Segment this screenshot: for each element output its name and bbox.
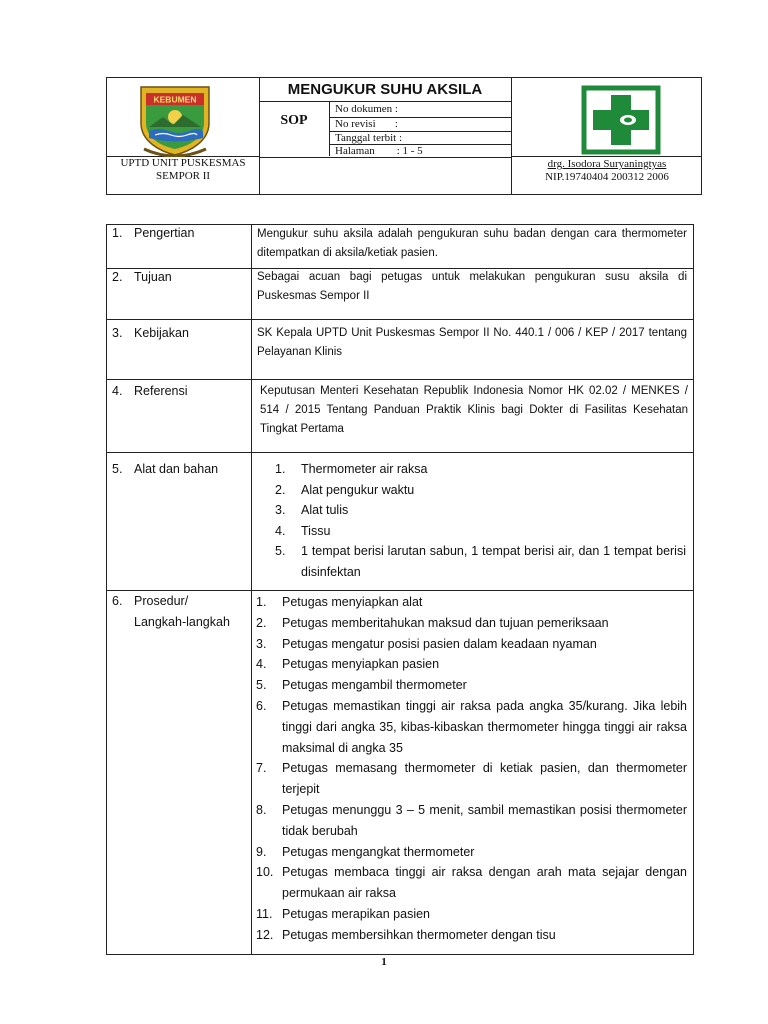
institution-line: SEMPOR II <box>155 170 211 182</box>
list-item <box>275 500 686 521</box>
institution-name <box>107 157 259 183</box>
list-item <box>275 521 686 542</box>
section-number: 2. <box>112 270 123 284</box>
list-item-text: Petugas memberitahukan maksud dan tujuan pemeriksaan <box>282 615 609 630</box>
section-label-alat <box>112 459 218 480</box>
list-item-text: Petugas merapikan pasien <box>282 906 431 921</box>
sop-label: SOP <box>280 113 308 128</box>
meta-halaman: Halaman : 1 - 5 <box>335 145 423 157</box>
section-title <box>134 591 230 633</box>
list-item-text: Petugas menyiapkan pasien <box>282 657 440 672</box>
signatory-name: drg. Isodora Suryaningtyas <box>547 158 667 170</box>
divider <box>329 101 330 156</box>
puskesmas-logo <box>581 85 661 155</box>
section-text-referensi: Keputusan Menteri Kesehatan Republik Indonesia Nomor HK 02.02 / MENKES / 514 / 2015 Tentang Panduan Praktik Klinis bagi Dokter di Fasilitas Kesehatan Tingkat Pertama <box>260 385 688 435</box>
list-item-number: 1. <box>256 595 267 609</box>
row-divider <box>107 452 693 453</box>
list-item-number: 7. <box>256 761 267 776</box>
list-item-text: Petugas menunggu 3 – 5 menit, sambil memastikan posisi thermometer tidak berubah <box>282 802 687 838</box>
list-item-text: 1 tempat berisi larutan sabun, 1 tempat berisi air, dan 1 tempat berisi disinfektan <box>301 544 686 579</box>
page-number: 1 <box>381 956 387 968</box>
section-label-prosedur <box>112 591 230 633</box>
list-item-number: 4. <box>256 657 267 672</box>
section-label-pengertian <box>112 223 194 244</box>
kebumen-logo-text: KEBUMEN <box>153 94 197 105</box>
list-item-text: Thermometer air raksa <box>301 462 428 476</box>
list-item <box>256 592 687 613</box>
section-label-referensi <box>112 381 188 402</box>
alat-list <box>275 459 686 583</box>
section-title-line: Langkah-langkah <box>134 615 230 629</box>
list-item <box>275 480 686 501</box>
list-item <box>256 654 687 675</box>
list-item-text: Petugas membaca tinggi air raksa dengan arah mata sejajar dengan permukaan air raksa <box>282 865 687 901</box>
list-item-text: Petugas membersihkan thermometer dengan tisu <box>282 927 556 942</box>
section-title: Referensi <box>134 384 188 398</box>
list-item-text: Petugas mengatur posisi pasien dalam keadaan nyaman <box>282 636 597 651</box>
list-item-number: 12. <box>256 927 274 942</box>
list-item-text: Petugas menyiapkan alat <box>282 595 423 609</box>
section-title-line: Prosedur/ <box>134 594 189 608</box>
list-item-number: 2. <box>256 615 267 630</box>
section-number: 3. <box>112 326 123 340</box>
signatory-nip: NIP.19740404 200312 2006 <box>545 171 669 183</box>
list-item-number: 11. <box>256 906 273 921</box>
list-item <box>275 541 686 582</box>
list-item-number: 4. <box>275 523 286 538</box>
divider <box>259 101 511 102</box>
prosedur-list <box>256 592 687 946</box>
list-item <box>256 675 687 696</box>
sop-header <box>106 77 702 195</box>
list-item-text: Petugas memastikan tinggi air raksa pada angka 35/kurang. Jika lebih tinggi dari angka 35, kibas-kibaskan thermometer hingga tinggi air raksa maksimal di angka 35 <box>282 698 687 755</box>
document-title: MENGUKUR SUHU AKSILA <box>287 81 483 98</box>
list-item-text: Tissu <box>301 523 331 538</box>
list-item <box>256 634 687 655</box>
section-label-kebijakan <box>112 323 189 344</box>
divider <box>511 156 701 157</box>
institution-line: UPTD UNIT PUSKESMAS <box>120 157 246 169</box>
list-item <box>256 842 687 863</box>
section-title: Tujuan <box>134 270 172 284</box>
section-label-tujuan <box>112 267 172 288</box>
list-item-number: 8. <box>256 802 267 817</box>
section-title: Kebijakan <box>134 326 189 340</box>
kebumen-logo <box>135 83 215 157</box>
list-item-number: 9. <box>256 844 267 859</box>
list-item-text: Alat pengukur waktu <box>301 482 415 497</box>
section-number: 6. <box>112 594 123 608</box>
list-item <box>256 800 687 842</box>
meta-no-revisi: No revisi : <box>335 118 398 130</box>
sop-content-table <box>106 224 694 955</box>
list-item-number: 10. <box>256 865 274 880</box>
list-item <box>256 862 687 904</box>
section-title: Alat dan bahan <box>134 462 219 476</box>
meta-tanggal-terbit: Tanggal terbit : <box>335 132 403 144</box>
signatory <box>511 158 703 184</box>
list-item <box>256 696 687 758</box>
list-item-number: 2. <box>275 482 286 497</box>
list-item <box>256 758 687 800</box>
list-item-number: 3. <box>275 503 286 518</box>
list-item-number: 5. <box>256 678 267 693</box>
list-item-text: Petugas mengambil thermometer <box>282 678 467 693</box>
section-number: 4. <box>112 384 123 398</box>
list-item-text: Petugas memasang thermometer di ketiak pasien, dan thermometer terjepit <box>282 761 687 797</box>
list-item-number: 3. <box>256 636 267 651</box>
list-item <box>256 904 687 925</box>
list-item-text: Alat tulis <box>301 503 349 518</box>
list-item-text: Petugas mengangkat thermometer <box>282 844 475 859</box>
section-number: 5. <box>112 462 123 476</box>
list-item-number: 1. <box>275 462 286 476</box>
section-text-pengertian: Mengukur suhu aksila adalah pengukuran suhu badan dengan cara thermometer ditempatkan di aksila/ketiak pasien. <box>257 228 687 259</box>
row-divider <box>107 379 693 380</box>
section-number: 1. <box>112 226 123 240</box>
section-text-kebijakan: SK Kepala UPTD Unit Puskesmas Sempor II No. 440.1 / 006 / KEP / 2017 tentang Pelayanan Klinis <box>257 327 687 358</box>
section-text-tujuan: Sebagai acuan bagi petugas untuk melakukan pengukuran susu aksila di Puskesmas Sempor II <box>257 271 687 302</box>
list-item-number: 6. <box>256 698 267 713</box>
list-item <box>256 613 687 634</box>
list-item <box>275 459 686 480</box>
meta-no-dokumen: No dokumen : <box>335 103 398 115</box>
list-item-number: 5. <box>275 544 286 559</box>
list-item <box>256 925 687 946</box>
section-title: Pengertian <box>134 226 195 240</box>
row-divider <box>107 319 693 320</box>
